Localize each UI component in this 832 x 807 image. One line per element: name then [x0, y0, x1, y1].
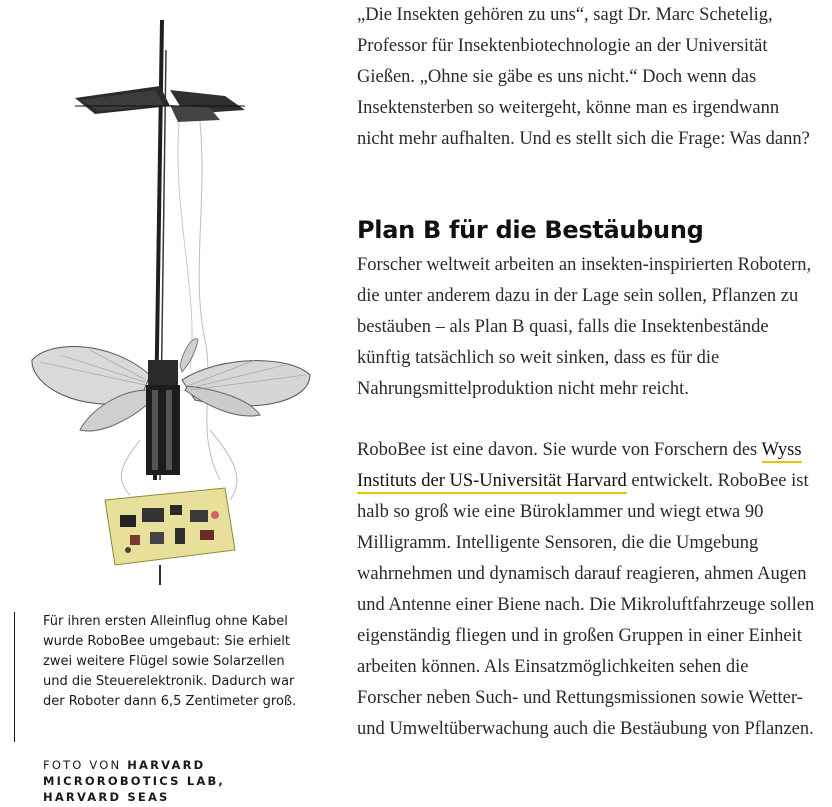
figure-caption: Für ihren ersten Alleinflug ohne Kabel wurde RoboBee umgebaut: Sie erhielt zwei weitere Flügel sowie Solarzellen und die Steuerelektronik. Dadurch war der Roboter dann 6,5 Zentimeter groß. [43, 614, 297, 709]
paragraph-robobee-rest: entwickelt. RoboBee ist halb so groß wie eine Büroklammer und wiegt etwa 90 Milligramm. Intelligente Sensoren, die die Umgebung wahrnehmen und dynamisch darauf reagieren, ahmen Augen und Antenne einer Biene nach. Die Mikroluftfahrzeuge sollen eigenständig fliegen und in großen Gruppen in einer Einheit arbeiten können. Als Einsatzmöglichkeiten sehen die Forscher neben Such- und Rettungsmissionen sowie Wetter- und Umweltüberwachung auch die Bestäubung von Pflanzen. [357, 471, 815, 739]
paragraph-robobee [357, 435, 817, 745]
paragraph-plan-b: Forscher weltweit arbeiten an insekten-inspirierten Robotern, die unter anderem dazu in der Lage sein sollen, Pflanzen zu bestäuben – als Plan B quasi, falls die Insektenbestände künftig tatsächlich so weit sinken, dass es für die Nahrungsmittelproduktion nicht mehr reicht. [357, 255, 812, 399]
figure-column [0, 0, 320, 807]
credit-names: HARVARD MICROROBOTICS LAB, HARVARD SEAS [43, 758, 225, 804]
section-heading: Plan B für die Bestäubung [357, 216, 704, 244]
figure-caption-block [14, 612, 304, 742]
robobee-photo [20, 10, 320, 590]
credit-prefix: FOTO VON [43, 758, 122, 772]
paragraph-intro-quote: „Die Insekten gehören zu uns“, sagt Dr. Marc Schetelig, Professor für Insektenbiotechnologie an der Universität Gießen. „Ohne sie gäbe es uns nicht.“ Doch wenn das Insektensterben so weitergeht, könne man es irgendwann nicht mehr aufhalten. Und es stellt sich die Frage: Was dann? [357, 5, 810, 149]
paragraph-robobee-start: RoboBee ist eine davon. Sie wurde von Forschern des [357, 440, 762, 460]
photo-credit [43, 757, 303, 805]
wyss-institute-link[interactable]: Wyss Instituts der US-Universität Harvard [357, 440, 802, 494]
